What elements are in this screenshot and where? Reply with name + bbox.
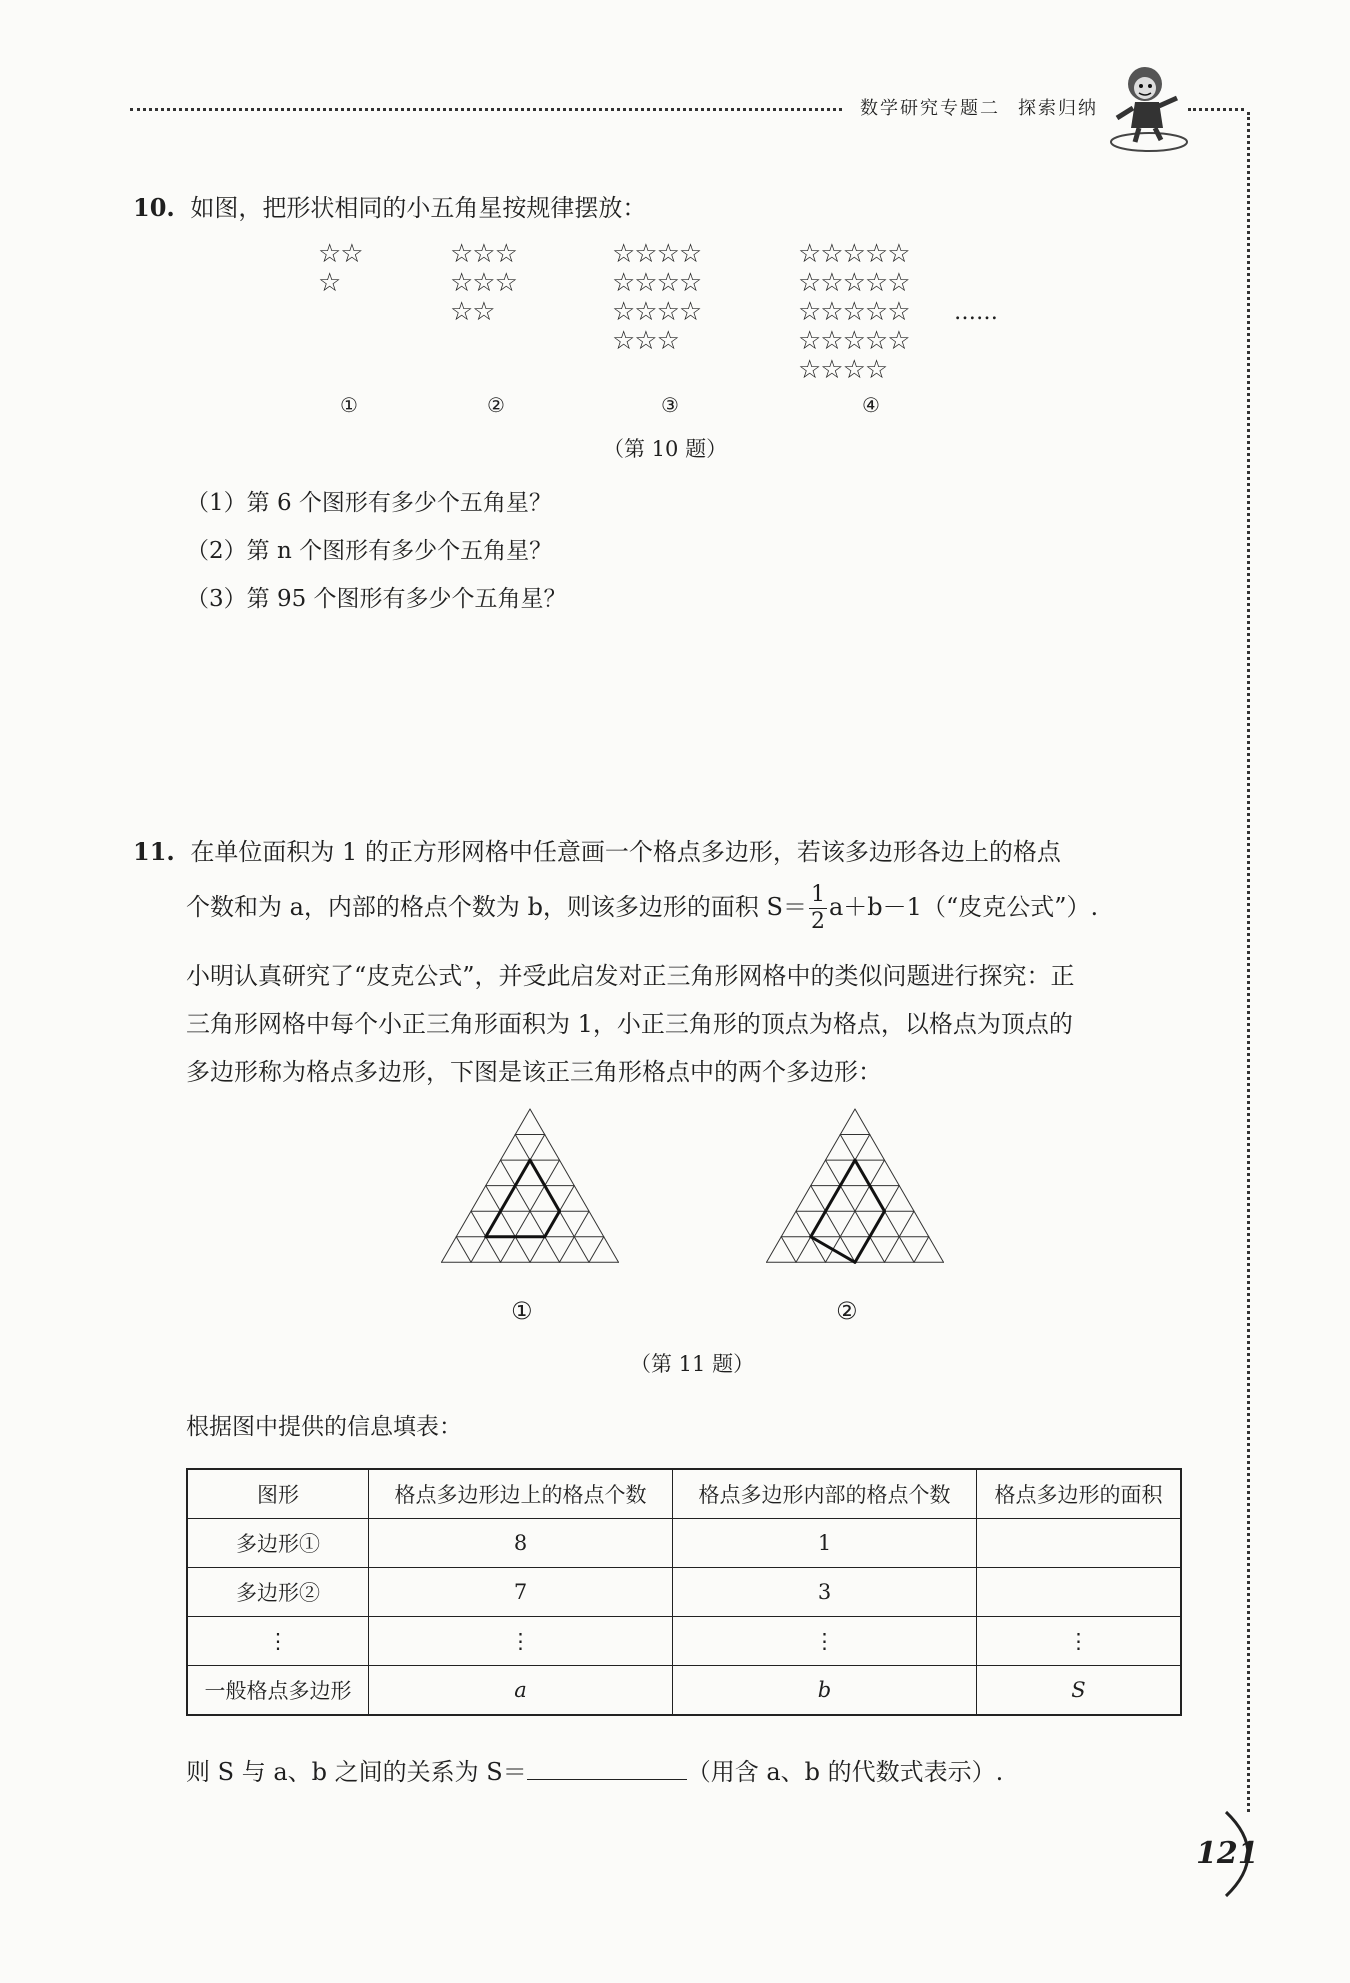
- q11-line-4: 三角形网格中每个小正三角形面积为 1，小正三角形的顶点为格点，以格点为顶点的: [186, 1010, 1073, 1038]
- margin-dotted-rule: [1247, 112, 1250, 1812]
- header-dotted-rule: [130, 108, 842, 111]
- q11-fill-table: [186, 1468, 1182, 1716]
- star-row: ☆☆☆: [450, 268, 517, 298]
- star-row: ☆☆: [450, 297, 495, 327]
- mascot-icon: [1105, 58, 1191, 154]
- table-header: 格点多边形内部的格点个数: [673, 1469, 977, 1519]
- table-cell: S: [977, 1666, 1182, 1716]
- q11-final-post: （用含 a、b 的代数式表示）.: [686, 1758, 1004, 1786]
- star-figure-4: [798, 240, 910, 385]
- table-header: 格点多边形的面积: [977, 1469, 1182, 1519]
- q11-line-1: [133, 832, 1061, 867]
- table-cell: ⋮: [369, 1617, 673, 1666]
- q10-caption: （第 10 题）: [603, 437, 728, 461]
- q11-fig-label-1: ①: [511, 1297, 533, 1325]
- table-cell-answer[interactable]: [977, 1519, 1182, 1568]
- table-cell: ⋮: [977, 1617, 1182, 1666]
- star-row: ☆☆☆☆☆: [798, 268, 910, 298]
- star-figure-label: ④: [862, 393, 880, 417]
- q11-line-1-text: 在单位面积为 1 的正方形网格中任意画一个格点多边形，若该多边形各边上的格点: [190, 838, 1061, 866]
- q10-ellipsis: ……: [954, 300, 998, 325]
- q10-sub-1: （1）第 6 个图形有多少个五角星？: [186, 490, 552, 516]
- star-figure-1: [318, 240, 363, 298]
- star-row: ☆☆☆☆: [612, 239, 702, 269]
- star-row: ☆☆☆☆: [612, 268, 702, 298]
- fraction-denominator: 2: [811, 909, 825, 934]
- table-cell: 一般格点多边形: [187, 1666, 369, 1716]
- star-row: ☆☆☆: [612, 326, 679, 356]
- q11-number: 11.: [133, 837, 175, 866]
- table-cell: 1: [673, 1519, 977, 1568]
- table-cell: b: [673, 1666, 977, 1716]
- header-dotted-rule-right: [1188, 108, 1244, 111]
- running-header: [860, 94, 1098, 120]
- table-cell: 3: [673, 1568, 977, 1617]
- table-header-row: [187, 1469, 1181, 1519]
- star-figure-2: [450, 240, 517, 327]
- star-row: ☆: [318, 268, 341, 298]
- table-cell: 多边形①: [187, 1519, 369, 1568]
- table-cell: 8: [369, 1519, 673, 1568]
- q11-line-5: 多边形称为格点多边形，下图是该正三角形格点中的两个多边形：: [186, 1058, 882, 1086]
- q11-line-3: 小明认真研究了“皮克公式”，并受此启发对正三角形网格中的类似问题进行探究：正: [186, 962, 1075, 990]
- table-header: 图形: [187, 1469, 369, 1519]
- q10-prompt-text: 如图，把形状相同的小五角星按规律摆放：: [190, 194, 647, 222]
- table-cell: 7: [369, 1568, 673, 1617]
- q10-sub-2: （2）第 n 个图形有多少个五角星？: [186, 538, 553, 564]
- table-cell: ⋮: [673, 1617, 977, 1666]
- q11-fig-label-2: ②: [836, 1297, 858, 1325]
- table-cell: a: [369, 1666, 673, 1716]
- table-cell-answer[interactable]: [977, 1568, 1182, 1617]
- header-section: 数学研究专题二: [860, 98, 1000, 119]
- table-row: [187, 1568, 1181, 1617]
- star-row: ☆☆: [318, 239, 363, 269]
- star-row: ☆☆☆☆☆: [798, 297, 910, 327]
- q10-number: 10.: [133, 193, 175, 222]
- answer-blank[interactable]: [527, 1755, 687, 1780]
- pick-formula-fraction: [809, 884, 827, 933]
- q11-final-pre: 则 S 与 a、b 之间的关系为 S＝: [186, 1758, 527, 1786]
- q11-line-2-post: a＋b－1（“皮克公式”）.: [829, 893, 1099, 921]
- q11-line-2-pre: 个数和为 a，内部的格点个数为 b，则该多边形的面积 S＝: [186, 893, 807, 921]
- q11-caption: （第 11 题）: [630, 1352, 755, 1376]
- table-row: [187, 1617, 1181, 1666]
- page-number: 121: [1196, 1836, 1259, 1871]
- fraction-numerator: 1: [811, 882, 825, 907]
- q10-prompt: [133, 188, 646, 223]
- q11-line-2: [186, 884, 1098, 933]
- triangle-grid-figure-1: [430, 1105, 630, 1281]
- star-row: ☆☆☆☆☆: [798, 239, 910, 269]
- star-figure-label: ①: [340, 393, 358, 417]
- star-figure-label: ②: [487, 393, 505, 417]
- star-row: ☆☆☆: [450, 239, 517, 269]
- q10-sub-3: （3）第 95 个图形有多少个五角星？: [186, 586, 567, 612]
- table-header: 格点多边形边上的格点个数: [369, 1469, 673, 1519]
- star-row: ☆☆☆☆: [612, 297, 702, 327]
- triangle-grid-figure-2: [755, 1105, 955, 1281]
- star-figure-3: [612, 240, 701, 356]
- table-cell: ⋮: [187, 1617, 369, 1666]
- q11-final-line: [186, 1752, 1003, 1787]
- star-row: ☆☆☆☆☆: [798, 326, 910, 356]
- table-row: [187, 1666, 1181, 1716]
- star-row: ☆☆☆☆: [798, 355, 888, 385]
- header-topic: 探索归纳: [1018, 98, 1098, 119]
- star-figure-label: ③: [661, 393, 679, 417]
- q11-table-intro: 根据图中提供的信息填表：: [186, 1414, 462, 1440]
- table-row: [187, 1519, 1181, 1568]
- table-cell: 多边形②: [187, 1568, 369, 1617]
